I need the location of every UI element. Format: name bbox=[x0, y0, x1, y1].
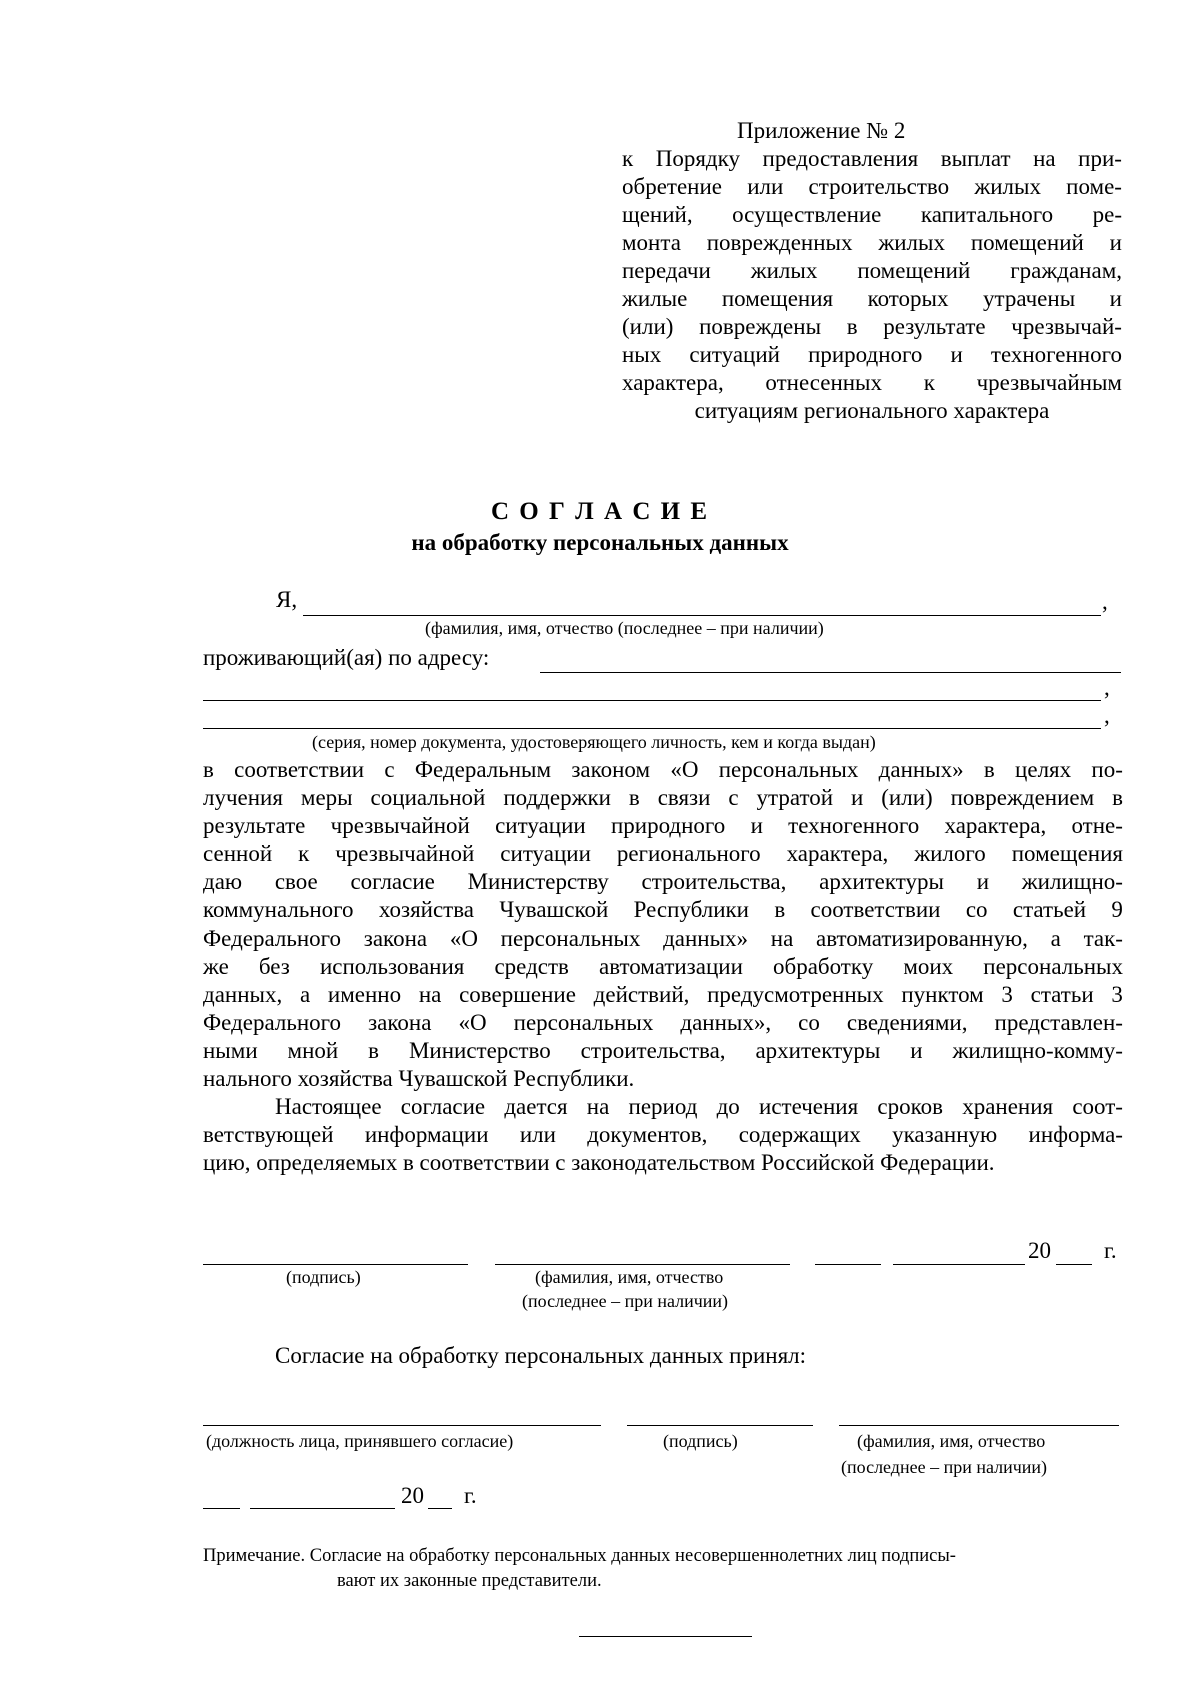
document-subtitle: на обработку персональных данных bbox=[411, 530, 789, 555]
accepted-fio-caption-1: (фамилия, имя, отчество bbox=[857, 1431, 1046, 1451]
day-field[interactable] bbox=[815, 1264, 881, 1265]
body-line: же без использования средств автоматизации обработку моих персональных bbox=[203, 953, 1123, 979]
accepted-year-suffix: г. bbox=[464, 1483, 477, 1508]
document-field[interactable] bbox=[203, 728, 1101, 729]
body-last-line: цию, определяемых в соответствии с законодательством Российской Федерации. bbox=[203, 1150, 995, 1176]
body-line: лучения меры социальной поддержки в связи с утратой и (или) повреждением в bbox=[203, 785, 1123, 811]
body-line: Федерального закона «О персональных данных» на автоматизированную, а так- bbox=[203, 925, 1123, 951]
accepted-year-prefix: 20 bbox=[401, 1483, 424, 1508]
note-line-2: вают их законные представители. bbox=[337, 1571, 602, 1591]
accepted-label: Согласие на обработку персональных данных принял: bbox=[275, 1343, 807, 1368]
address-field-2[interactable] bbox=[203, 700, 1101, 701]
year-prefix: 20 bbox=[1028, 1238, 1051, 1263]
appendix-line: жилые помещения которых утрачены и bbox=[622, 286, 1122, 311]
body-last-line: нального хозяйства Чувашской Республики. bbox=[203, 1066, 635, 1092]
comma: , bbox=[1102, 589, 1108, 614]
year-field[interactable] bbox=[1056, 1264, 1092, 1265]
i-label: Я, bbox=[276, 587, 298, 612]
comma: , bbox=[1104, 675, 1110, 700]
body-line: Федерального закона «О персональных данных», со сведениями, представлен- bbox=[203, 1009, 1123, 1035]
appendix-last-line: ситуациям регионального характера bbox=[694, 398, 1050, 423]
body-line: даю свое согласие Министерству строительства, архитектуры и жилищно- bbox=[203, 869, 1123, 895]
appendix-line: монта поврежденных жилых помещений и bbox=[622, 230, 1122, 255]
fio-caption-2: (последнее – при наличии) bbox=[522, 1291, 729, 1311]
appendix-title: Приложение № 2 bbox=[737, 118, 906, 143]
body-line: в соответствии с Федеральным законом «О персональных данных» в целях по- bbox=[203, 757, 1123, 782]
year-suffix: г. bbox=[1104, 1238, 1117, 1263]
position-field[interactable] bbox=[203, 1425, 601, 1426]
address-label: проживающий(ая) по адресу: bbox=[203, 645, 490, 670]
appendix-line: обретение или строительство жилых поме- bbox=[622, 174, 1122, 199]
note-line-1: Примечание. Согласие на обработку персональных данных несовершеннолетних лиц подписы- bbox=[203, 1546, 956, 1566]
appendix-line: (или) повреждены в результате чрезвычай- bbox=[622, 314, 1122, 339]
appendix-line: характера, отнесенных к чрезвычайным bbox=[622, 370, 1122, 395]
body-line: данных, а именно на совершение действий, предусмотренных пунктом 3 статьи 3 bbox=[203, 981, 1123, 1007]
appendix-line: передачи жилых помещений гражданам, bbox=[622, 258, 1122, 283]
fio-caption: (фамилия, имя, отчество (последнее – при наличии) bbox=[425, 618, 824, 638]
document-caption: (серия, номер документа, удостоверяющего личность, кем и когда выдан) bbox=[312, 732, 876, 752]
signature-field[interactable] bbox=[203, 1264, 468, 1265]
fio-caption-1: (фамилия, имя, отчество bbox=[535, 1267, 724, 1287]
body-line: ными мной в Министерство строительства, архитектуры и жилищно-комму- bbox=[203, 1037, 1123, 1063]
fio-sign-field[interactable] bbox=[495, 1264, 790, 1265]
body-line: коммунального хозяйства Чувашской Республики в соответствии со статьей 9 bbox=[203, 897, 1123, 923]
appendix-line: ных ситуаций природного и техногенного bbox=[622, 342, 1122, 367]
accepted-day-field[interactable] bbox=[203, 1508, 240, 1509]
body-line: сенной к чрезвычайной ситуации регионального характера, жилого помещения bbox=[203, 841, 1123, 867]
appendix-text bbox=[622, 145, 1122, 425]
accepted-fio-field[interactable] bbox=[839, 1425, 1119, 1426]
end-divider bbox=[579, 1636, 752, 1637]
body-line: Настоящее согласие дается на период до истечения сроков хранения соот- bbox=[275, 1094, 1123, 1120]
appendix-line: к Порядку предоставления выплат на при- bbox=[622, 146, 1122, 171]
accepted-signature-field[interactable] bbox=[627, 1425, 813, 1426]
fio-field[interactable] bbox=[303, 615, 1101, 616]
body-line: результате чрезвычайной ситуации природного и техногенного характера, отне- bbox=[203, 813, 1123, 839]
body-line: ветствующей информации или документов, содержащих указанную информа- bbox=[203, 1122, 1123, 1148]
address-field-1[interactable] bbox=[540, 672, 1121, 673]
accepted-year-field[interactable] bbox=[428, 1508, 452, 1509]
consent-body bbox=[203, 756, 1123, 1177]
month-field[interactable] bbox=[893, 1264, 1025, 1265]
accepted-fio-caption-2: (последнее – при наличии) bbox=[841, 1457, 1048, 1477]
comma: , bbox=[1104, 703, 1110, 728]
signature-caption: (подпись) bbox=[286, 1267, 361, 1287]
document-title: С О Г Л А С И Е bbox=[490, 498, 709, 525]
accepted-signature-caption: (подпись) bbox=[663, 1431, 738, 1451]
accepted-month-field[interactable] bbox=[250, 1508, 395, 1509]
position-caption: (должность лица, принявшего согласие) bbox=[206, 1431, 514, 1451]
appendix-line: щений, осуществление капитального ре- bbox=[622, 202, 1122, 227]
